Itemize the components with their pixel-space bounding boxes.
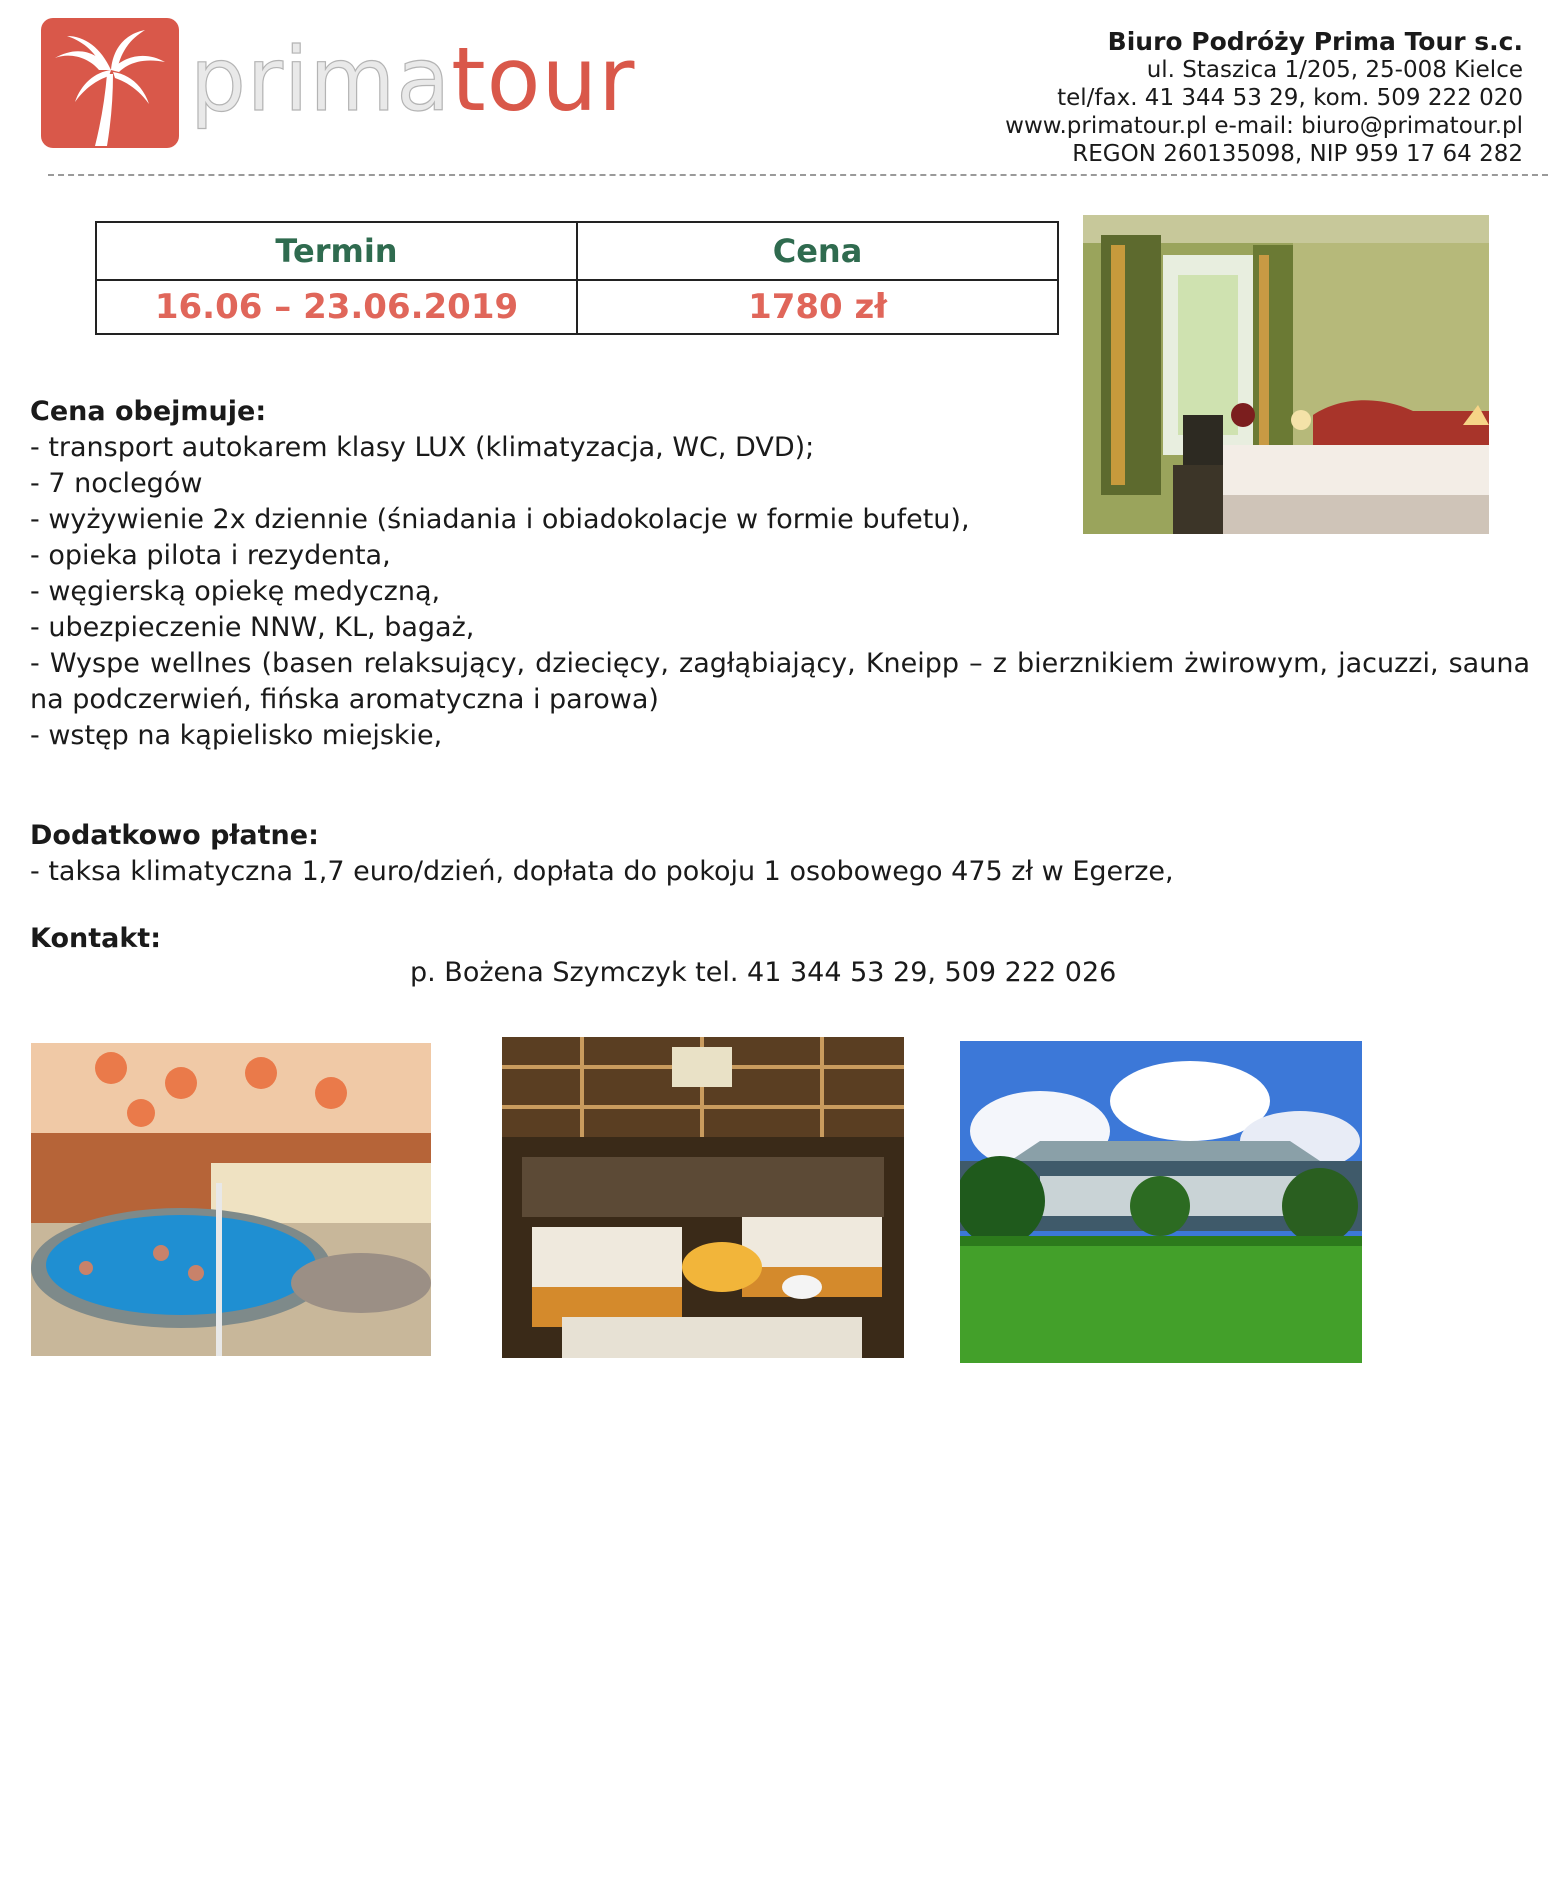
extra-text: - taksa klimatyczna 1,7 euro/dzień, dopłata do pokoju 1 osobowego 475 zł w Egerze, — [30, 856, 1174, 887]
palm-tree-icon — [41, 18, 179, 148]
contact-title: Kontakt: — [30, 923, 162, 954]
list-item: - Wyspe wellnes (basen relaksujący, dziecięcy, zagłąbiający, Kneipp – z bierznikiem żwirowym, jacuzzi, sauna na podczerwień, fińska aromatyczna i parowa) — [30, 648, 1530, 715]
company-address: ul. Staszica 1/205, 25-008 Kielce — [1146, 57, 1523, 83]
contact-text: p. Bożena Szymczyk tel. 41 344 53 29, 509 222 026 — [410, 957, 1117, 988]
price-table — [95, 221, 1059, 335]
logo-word-tour: tour — [451, 28, 636, 131]
company-phones: tel/fax. 41 344 53 29, kom. 509 222 020 — [1057, 85, 1523, 111]
hotel-building-photo — [960, 1041, 1362, 1363]
pool-photo — [31, 1043, 431, 1356]
list-item: - 7 noclegów — [30, 468, 203, 499]
company-info — [883, 28, 1523, 168]
price-table-header-row — [97, 223, 1057, 281]
company-web-email: www.primatour.pl e-mail: biuro@primatour.pl — [1005, 113, 1523, 139]
logo-wordmark — [190, 30, 635, 130]
company-registry: REGON 260135098, NIP 959 17 64 282 — [1072, 141, 1523, 167]
value-cena: 1780 zł — [748, 287, 887, 327]
company-name: Biuro Podróży Prima Tour s.c. — [1107, 27, 1523, 56]
list-item: - opieka pilota i rezydenta, — [30, 540, 391, 571]
list-item: - transport autokarem klasy LUX (klimatyzacja, WC, DVD); — [30, 432, 815, 463]
list-item: - wyżywienie 2x dziennie (śniadania i obiadokolacje w formie bufetu), — [30, 504, 970, 535]
list-item: - wstęp na kąpielisko miejskie, — [30, 720, 443, 751]
list-item: - ubezpieczenie NNW, KL, bagaż, — [30, 612, 475, 643]
price-table-value-row — [97, 281, 1057, 333]
logo-mark — [41, 18, 179, 148]
includes-list — [30, 430, 1530, 754]
list-item: - węgierską opiekę medyczną, — [30, 576, 441, 607]
header-termin: Termin — [97, 223, 578, 279]
includes-title: Cena obejmuje: — [30, 396, 267, 427]
value-termin: 16.06 – 23.06.2019 — [97, 281, 578, 333]
extra-title: Dodatkowo płatne: — [30, 820, 319, 851]
header-cena: Cena — [772, 232, 863, 270]
restaurant-photo — [502, 1037, 904, 1358]
logo-word-prima: prima — [190, 28, 452, 131]
header-divider — [48, 174, 1548, 176]
